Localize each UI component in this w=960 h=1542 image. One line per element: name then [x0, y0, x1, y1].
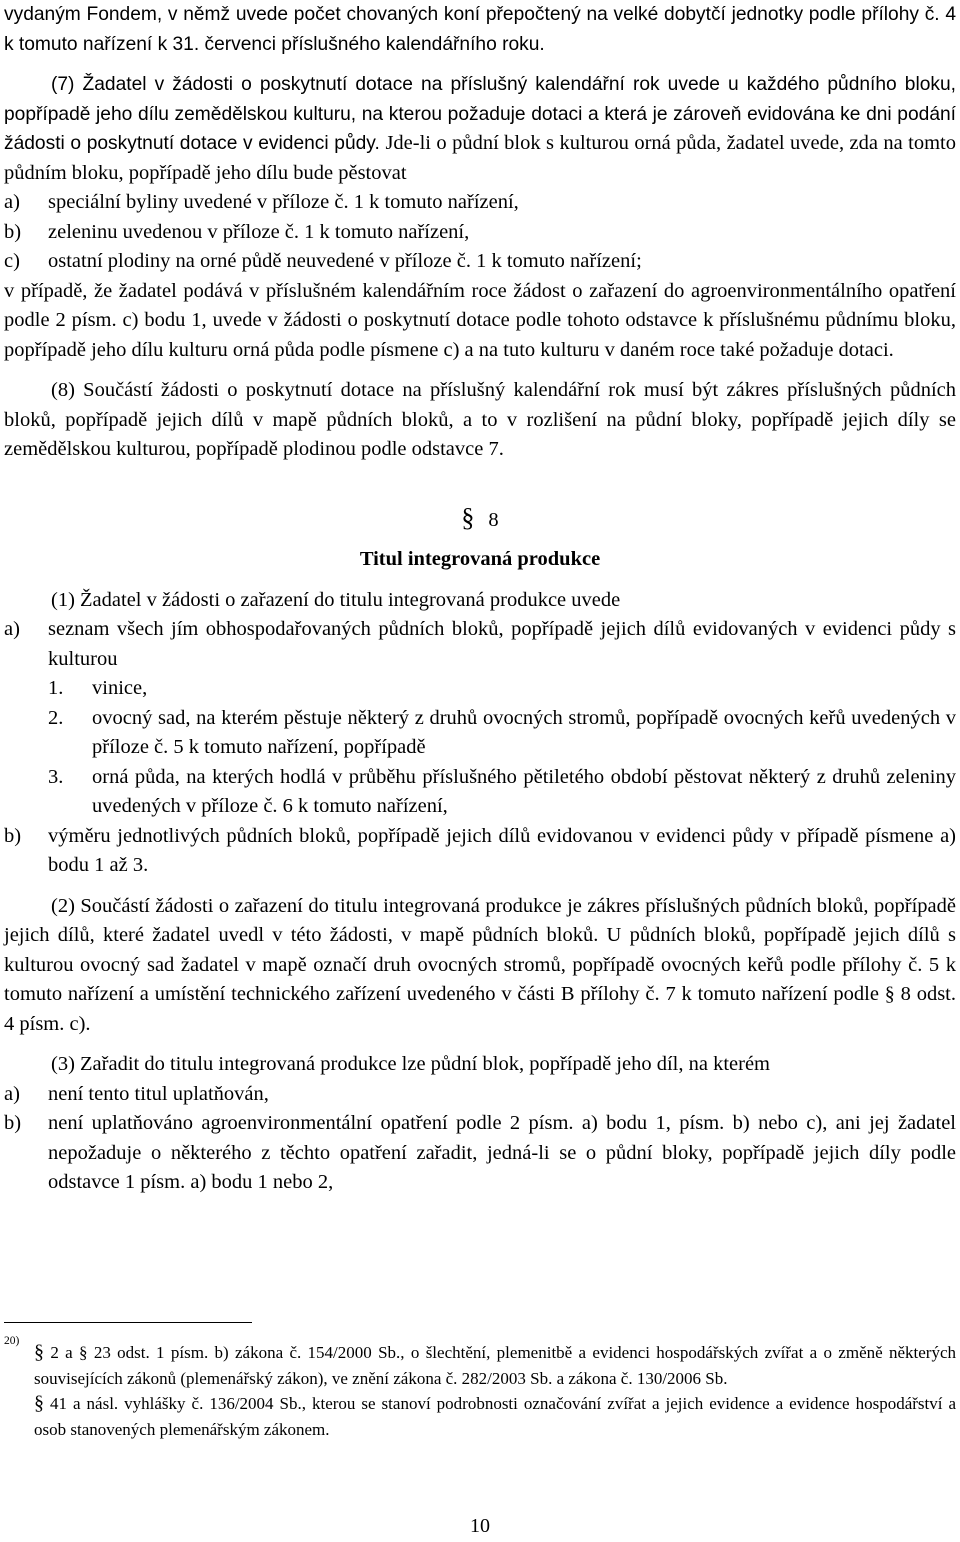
footnote-divider: [4, 1322, 252, 1323]
paragraph-7-intro: (7) Žadatel v žádosti o poskytnutí dotace na příslušný kalendářní rok uvede u každého půdního bloku, popřípadě jeho dílu zemědělskou kulturu, na kterou požaduje dotaci a která je zároveň evidována ke dni podání žádosti o poskytnutí dotace v evidenci půdy.: [4, 74, 956, 154]
list-item-text: speciální byliny uvedené v příloze č. 1 k tomuto nařízení,: [48, 191, 519, 213]
paragraph-3-intro: (3) Zařadit do titulu integrovaná produkce lze půdní blok, popřípadě jeho díl, na kterém: [51, 1053, 770, 1075]
paragraph-7-continued: Jde-li o půdní blok s kulturou orná půda, žadatel uvede, zda na tomto půdním bloku, popřípadě jeho dílu bude pěstovat: [4, 132, 956, 184]
paragraph-7: [4, 70, 956, 365]
paragraph-7-tail: v případě, že žadatel podává v příslušném kalendářním roce žádost o zařazení do agroenvironmentálního opatření podle 2 písm. c) bodu 1, uvede v žádosti o poskytnutí dotace podle tohoto odstavce k příslušnému půdnímu bloku, popřípadě jeho dílu kulturu orná půda podle písmene c) a na tuto kulturu v daném roce také požaduje dotaci.: [4, 279, 956, 361]
paragraph-2: [4, 892, 956, 1040]
list-item-label: c): [4, 250, 20, 272]
footnote-text: 2 a § 23 odst. 1 písm. b) zákona č. 154/2000 Sb., o šlechtění, plemenitbě a evidenci hospodářských zvířat a o změně některých souvisejících zákonů (plemenářský zákon), ve znění zákona č. 282/2003 Sb. a zákona č. 130/2006 Sb.: [34, 1343, 957, 1388]
sub-list-item-label: 1.: [48, 677, 64, 699]
list-item: [4, 218, 956, 248]
list-item: [4, 247, 956, 277]
sub-list-item-text: orná půda, na kterých hodlá v průběhu příslušného pětiletého období pěstovat některý z druhů zeleniny uvedených v příloze č. 6 k tomuto nařízení,: [92, 765, 956, 817]
section-number: 8: [488, 508, 499, 531]
list-item: [4, 822, 956, 881]
footnote-mark: 20): [4, 1335, 20, 1347]
paragraph-2-text: (2) Součástí žádosti o zařazení do titulu integrovaná produkce je zákres příslušných půdních bloků, popřípadě jejich dílů, které žadatel uvedl v této žádosti, v mapě půdních bloků. U půdních bloků, popřípadě jejich dílů s kulturou ovocný sad žadatel v mapě označí druh ovocných stromů, popřípadě ovocných keřů podle přílohy č. 5 k tomuto nařízení a umístění technického zařízení uvedeného v části B přílohy č. 7 k tomuto nařízení podle: [4, 894, 956, 1005]
footnote: [4, 1335, 957, 1391]
list-item-label: a): [4, 1082, 20, 1105]
section-symbol: §: [461, 502, 475, 532]
list-item-label: a): [4, 191, 20, 213]
paragraph-2-ref: 8 odst. 4 písm. c).: [4, 983, 957, 1035]
list-item-text: ostatní plodiny na orné půdě neuvedené v příloze č. 1 k tomuto nařízení;: [48, 250, 642, 272]
list-item-text: zeleninu uvedenou v příloze č. 1 k tomuto nařízení,: [48, 220, 470, 243]
list-item-label: b): [4, 824, 22, 847]
list-item-label: a): [4, 618, 20, 640]
sub-list-item-label: 2.: [48, 706, 64, 729]
sub-list-item-label: 3.: [48, 765, 64, 788]
list-item: [4, 1109, 956, 1198]
section-symbol: §: [34, 1341, 44, 1363]
sub-list-item-text: ovocný sad, na kterém pěstuje některý z druhů ovocných stromů, popřípadě ovocných keřů uvedených v příloze č. 5 k tomuto nařízení, popřípadě: [92, 706, 956, 758]
list-item-label: b): [4, 220, 22, 243]
section-title: Titul integrovaná produkce: [359, 548, 601, 570]
list-item: [4, 615, 956, 674]
sub-list-item-text: vinice,: [92, 677, 148, 699]
section-heading-number: [4, 503, 956, 536]
list-item-text: není tento titul uplatňován,: [48, 1082, 269, 1105]
footnote: [4, 1391, 956, 1442]
sub-list-item: [4, 674, 956, 704]
page-number: 10: [470, 1515, 490, 1537]
section-symbol: §: [884, 983, 895, 1005]
list-item: [4, 1080, 956, 1110]
paragraph-8: (8) Součástí žádosti o poskytnutí dotace na příslušný kalendářní rok musí být zákres příslušných půdních bloků, popřípadě jejich dílů v mapě půdních bloků, a to v rozlišení na půdní bloky, popřípadě jejich díly se zemědělskou kulturou, popřípadě plodinou podle odstavce 7.: [4, 379, 956, 460]
list-item-label: b): [4, 1112, 22, 1134]
list-item-text: výměru jednotlivých půdních bloků, popřípadě jejich dílů evidovanou v evidenci půdy v případě písmene a) bodu 1 až 3.: [48, 824, 956, 876]
footnote-text: 41 a násl. vyhlášky č. 136/2004 Sb., kterou se stanoví podrobnosti označování zvířat a jejich evidence a evidence hospodářství a osob stanovených plemenářským zákonem.: [34, 1394, 957, 1439]
section-symbol: §: [34, 1392, 44, 1414]
footnotes: [4, 1335, 957, 1442]
continuation-paragraph: vydaným Fondem, v němž uvede počet chovaných koní přepočtený na velké dobytčí jednotky podle přílohy č. 4 k tomuto nařízení k 31. červenci příslušného kalendářního roku.: [4, 4, 956, 55]
list-item: [4, 188, 956, 218]
paragraph-1-intro: (1) Žadatel v žádosti o zařazení do titulu integrovaná produkce uvede: [51, 588, 621, 611]
list-item-text: seznam všech jím obhospodařovaných půdních bloků, popřípadě jejich dílů evidovaných v evidenci půdy s kulturou: [48, 618, 956, 670]
sub-list-item: [4, 763, 956, 822]
list-item-text: není uplatňováno agroenvironmentální opatření podle 2 písm. a) bodu 1, písm. b) nebo c), ani jej žadatel nepožaduje o některého z těchto opatření zařadit, jedná-li se o půdní bloky, popřípadě jejich díly podle odstavce 1 písm. a) bodu 1 nebo 2,: [48, 1112, 956, 1193]
sub-list-item: [4, 704, 956, 763]
